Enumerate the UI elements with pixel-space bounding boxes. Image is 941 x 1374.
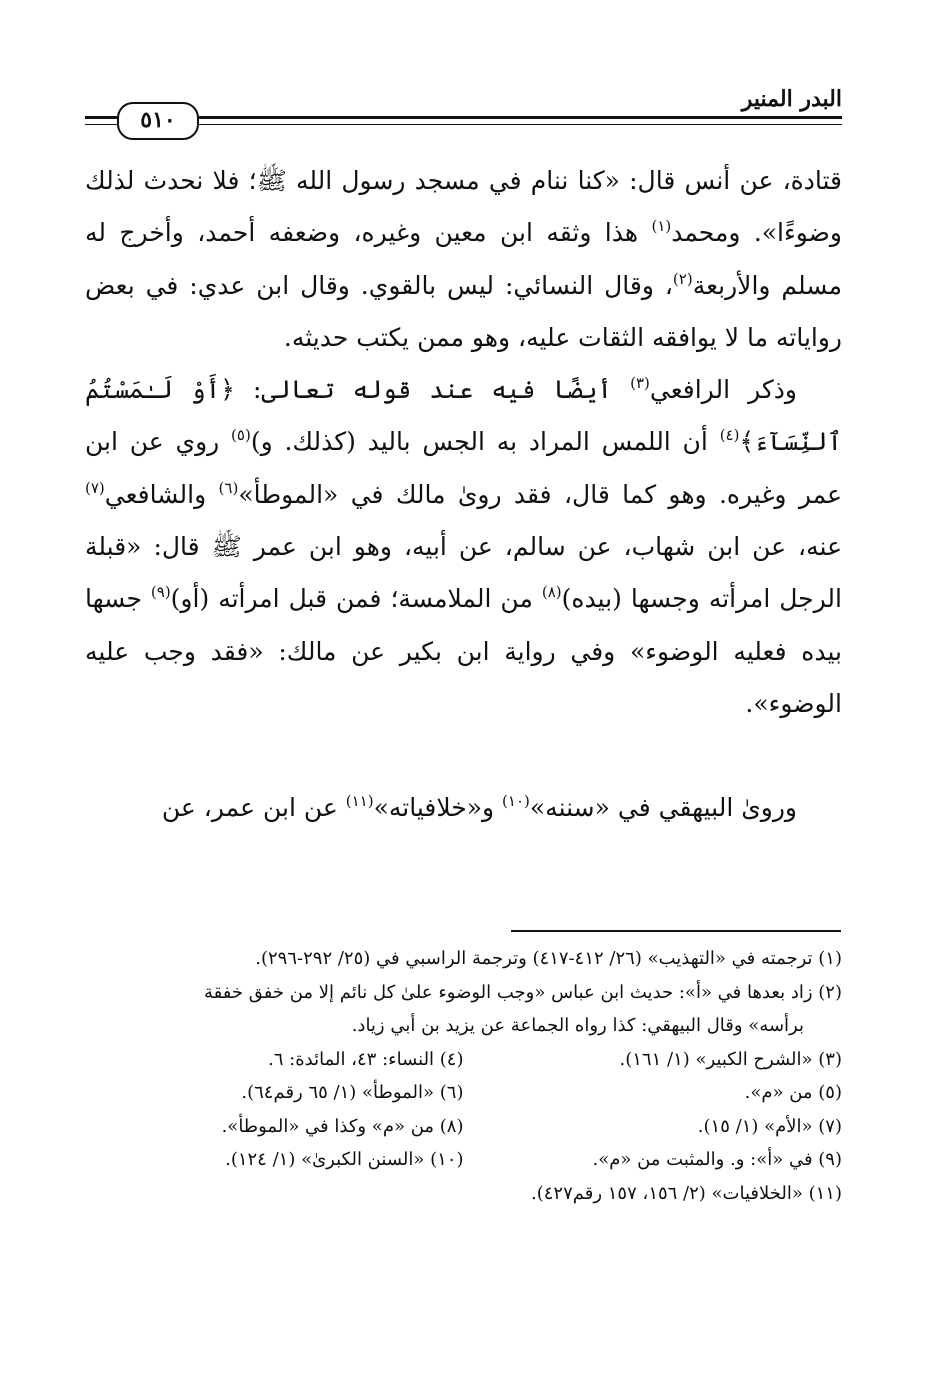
text-run: أيضًا فيه عند قوله تعالى: ﴿أَوْ لَـٰمَسْتُمُ ٱلنِّسَآءَ﴾ — [85, 375, 843, 457]
footnote-5: (٥) من «م». — [744, 1082, 842, 1103]
text-run: من الملامسة؛ فمن قبل امرأته (أو) — [170, 584, 542, 614]
footnote-7: (٧) «الأم» (١/ ١٥). — [697, 1115, 842, 1137]
running-title: البدر المنير — [741, 86, 842, 112]
footnote-row — [85, 1076, 842, 1110]
footnote-9: (٩) في «أ»: و. والمثبت من «م». — [592, 1149, 842, 1170]
footnote-ref: (١) — [651, 217, 672, 236]
footnote-row — [85, 1110, 842, 1144]
footnote-row — [85, 1143, 842, 1177]
footnote-4: (٤) النساء: ٤٣، المائدة: ٦. — [268, 1048, 464, 1070]
paragraph-2 — [85, 364, 842, 730]
text-run: هذا وثقه ابن معين وغيره، وضعفه أحمد، وأخرج له مسلم والأربعة — [85, 218, 842, 300]
footnote-11: (١١) «الخلافيات» (٢/ ١٥٦، ١٥٧ رقم٤٢٧). — [531, 1182, 842, 1204]
footnote-1: (١) ترجمته في «التهذيب» (٢٦/ ٤١٢-٤١٧) وترجمة الراسبي في (٢٥/ ٢٩٢-٢٩٦). — [255, 948, 842, 969]
text-run: جسها بيده فعليه الوضوء» وفي رواية ابن بكير عن مالك: «فقد وجب عليه الوضوء». — [85, 584, 842, 718]
page-number: ٥١٠ — [117, 102, 199, 140]
footnote-ref: (٣) — [630, 374, 650, 393]
footnote-ref: (٦) — [218, 478, 239, 497]
footnote-3: (٣) «الشرح الكبير» (١/ ١٦١). — [619, 1048, 842, 1070]
footnote-6: (٦) «الموطأ» (١/ ٦٥ رقم٦٤). — [241, 1082, 464, 1103]
footnote-ref: (١١) — [345, 792, 374, 811]
paragraph-3 — [85, 782, 842, 834]
footnote-2-continued: برأسه» وقال البيهقي: كذا رواه الجماعة عن يزيد بن أبي زياد. — [351, 1015, 804, 1036]
text-run: والشافعي — [104, 479, 219, 509]
text-run: عن ابن عمر، عن — [161, 793, 346, 823]
footnotes — [85, 942, 842, 1210]
main-text — [85, 155, 842, 835]
text-run: أن اللمس المراد به الجس باليد (كذلك. و) — [250, 427, 720, 457]
footnote-separator — [511, 930, 841, 932]
footnote-ref: (٩) — [150, 583, 171, 602]
footnote-row — [85, 1043, 842, 1077]
page-header — [85, 80, 842, 140]
footnote-ref: (٤) — [719, 426, 740, 445]
text-run: روي عن ابن عمر وغيره. وهو كما قال، فقد روىٰ مالك في «الموطأ» — [85, 427, 842, 509]
footnote-8: (٨) من «م» وكذا في «الموطأ». — [221, 1115, 464, 1137]
footnote-ref: (٥) — [231, 426, 251, 445]
text-run: قتادة، عن أنس قال: «كنا ننام في مسجد رسول الله ﷺ؛ فلا نحدث لذلك وضوءًا». ومحمد — [85, 166, 842, 248]
paragraph-1 — [85, 155, 842, 364]
footnote-ref: (٨) — [541, 583, 562, 602]
text-run: ، وقال النسائي: ليس بالقوي. وقال ابن عدي: في بعض رواياته ما لا يوافقه الثقات عليه، وهو ممن يكتب حديثه. — [85, 270, 842, 352]
text-run: و«خلافياته» — [373, 793, 503, 823]
text-run: وذكر الرافعي — [649, 375, 797, 405]
footnote-ref: (٧) — [85, 478, 105, 497]
text-run: وروىٰ البيهقي في «سننه» — [529, 793, 797, 823]
footnote-ref: (١٠) — [502, 792, 530, 811]
footnote-10: (١٠) «السنن الكبرىٰ» (١/ ١٢٤). — [225, 1149, 464, 1170]
footnote-ref: (٢) — [672, 269, 693, 288]
footnote-2: (٢) زاد بعدها في «أ»: حديث ابن عباس «وجب الوضوء علىٰ كل نائم إلا من خفق خفقة — [204, 981, 842, 1003]
text-run: عنه، عن ابن شهاب، عن سالم، عن أبيه، وهو ابن عمر ﷺ قال: «قبلة الرجل امرأته وجسها (بيده) — [85, 532, 842, 614]
